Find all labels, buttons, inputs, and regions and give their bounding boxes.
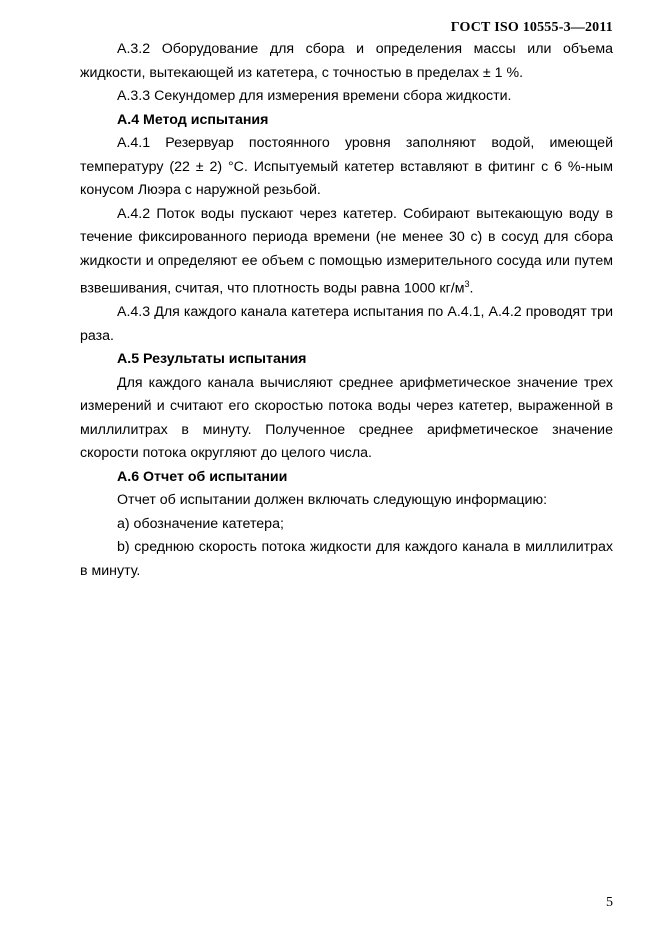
paragraph-a6-report: Отчет об испытании должен включать следующую информацию: xyxy=(117,492,548,509)
paragraph-a4-2-text: А.4.2 Поток воды пускают через катетер. Собирают вытекающую воду в течение фиксированного периода времени (не менее 30 с) в сосуд для сбора жидкости и определяют ее объем с помощью измерительного сосуда или путем взвешивания, считая, что плотность воды равна 1000 кг/м xyxy=(80,205,613,297)
paragraph-a4-3: А.4.3 Для каждого канала катетера испытания по А.4.1, А.4.2 проводят три раза. xyxy=(80,304,613,344)
paragraph-a3-2: А.3.2 Оборудование для сбора и определения массы или объема жидкости, вытекающей из катетера, с точностью в пределах ± 1 %. xyxy=(80,41,613,81)
paragraph-a4-1: А.4.1 Резервуар постоянного уровня заполняют водой, имеющей температуру (22 ± 2) °С. Испытуемый катетер вставляют в фитинг с 6 %-ным конусом Люэра с наружной резьбой. xyxy=(80,135,613,198)
list-item-a: а) обозначение катетера; xyxy=(117,515,284,532)
page-number: 5 xyxy=(606,895,613,910)
section-heading-a4: А.4 Метод испытания xyxy=(117,111,269,128)
list-item-b: b) среднюю скорость потока жидкости для каждого канала в миллилитрах в минуту. xyxy=(80,539,613,579)
paragraph-a5-results: Для каждого канала вычисляют среднее арифметическое значение трех измерений и считают его скоростью потока воды через катетер, выраженной в миллилитрах в минуту. Полученное среднее арифметическое значение скорости потока округляют до целого числа. xyxy=(80,374,613,462)
paragraph-a3-3: А.3.3 Секундомер для измерения времени сбора жидкости. xyxy=(117,88,512,104)
cubic-superscript: 3 xyxy=(464,279,470,289)
section-heading-a5: А.5 Результаты испытания xyxy=(117,351,307,368)
paragraph-a4-2-end: . xyxy=(469,280,474,297)
document-body xyxy=(80,38,613,583)
paragraph-a4-2 xyxy=(80,203,613,302)
section-heading-a6: А.6 Отчет об испытании xyxy=(117,468,288,485)
document-code-header: ГОСТ ISO 10555-3—2011 xyxy=(450,20,613,35)
